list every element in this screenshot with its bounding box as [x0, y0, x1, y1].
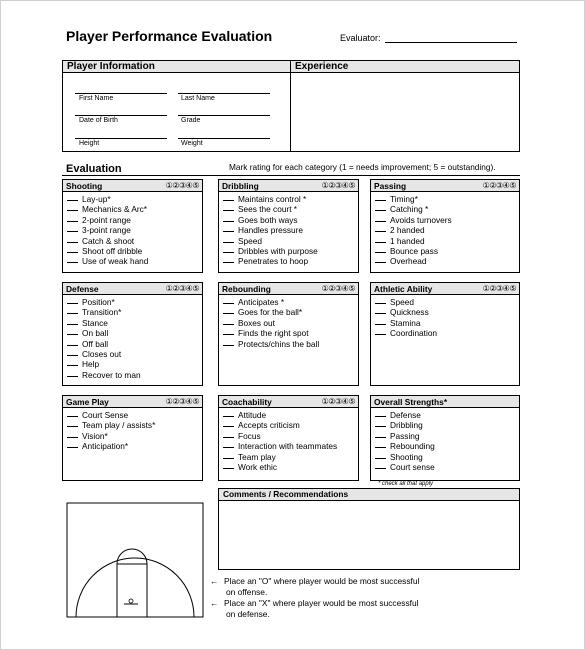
checkbox-blank[interactable]	[223, 242, 234, 243]
checkbox-blank[interactable]	[375, 313, 386, 314]
checkbox-blank[interactable]	[223, 221, 234, 222]
checkbox-blank[interactable]	[375, 252, 386, 253]
checklist-item[interactable]: Off ball	[67, 339, 202, 349]
court-boundary	[67, 503, 203, 617]
checklist-item[interactable]: Mechanics & Arc*	[67, 204, 202, 214]
checklist-item[interactable]: Vision*	[67, 431, 202, 441]
category-title: Defense	[66, 284, 99, 294]
checklist-item[interactable]: Dribbling	[375, 420, 519, 430]
checkbox-blank[interactable]	[67, 437, 78, 438]
last-name-label: Last Name	[181, 95, 215, 102]
category-rebounding	[218, 282, 359, 386]
checklist-item[interactable]: 3-point range	[67, 225, 202, 235]
checkbox-blank[interactable]	[67, 231, 78, 232]
rating-scale[interactable]: ①②③④⑤	[165, 284, 199, 293]
checkbox-blank[interactable]	[67, 303, 78, 304]
checkbox-blank[interactable]	[223, 231, 234, 232]
checkbox-blank[interactable]	[67, 200, 78, 201]
checklist-item[interactable]: Focus	[223, 431, 358, 441]
checkbox-blank[interactable]	[375, 303, 386, 304]
checklist-item[interactable]: Use of weak hand	[67, 256, 202, 266]
checkbox-blank[interactable]	[375, 458, 386, 459]
checkbox-blank[interactable]	[67, 426, 78, 427]
category-title: Coachability	[222, 397, 272, 407]
category-overall-strengths	[370, 395, 520, 481]
checkbox-blank[interactable]	[375, 262, 386, 263]
checkbox-blank[interactable]	[67, 252, 78, 253]
checkbox-blank[interactable]	[223, 334, 234, 335]
checkbox-blank[interactable]	[375, 231, 386, 232]
checklist-item[interactable]: Accepts criticism	[223, 420, 358, 430]
last-name-field[interactable]	[178, 93, 270, 94]
checkbox-blank[interactable]	[223, 200, 234, 201]
experience-title: Experience	[291, 61, 519, 73]
checkbox-blank[interactable]	[67, 242, 78, 243]
player-info-section	[62, 60, 292, 152]
evaluator-field[interactable]	[385, 42, 517, 43]
rating-scale[interactable]: ①②③④⑤	[482, 181, 516, 190]
checklist-item[interactable]: Stance	[67, 318, 202, 328]
rating-scale[interactable]: ①②③④⑤	[165, 397, 199, 406]
checklist-item[interactable]: Stamina	[375, 318, 519, 328]
checkbox-blank[interactable]	[223, 252, 234, 253]
offense-instruction: ← Place an "O" where player would be most successful on offense.	[210, 576, 420, 597]
rating-scale[interactable]: ①②③④⑤	[165, 181, 199, 190]
checklist-item[interactable]: Work ethic	[223, 462, 358, 472]
evaluator-label: Evaluator:	[340, 33, 381, 43]
experience-section[interactable]	[290, 60, 520, 152]
comments-section[interactable]	[218, 488, 520, 570]
category-coachability	[218, 395, 359, 481]
category-dribbling	[218, 179, 359, 273]
checkbox-blank[interactable]	[375, 210, 386, 211]
checklist-item[interactable]: Avoids turnovers	[375, 215, 519, 225]
evaluation-divider	[62, 175, 520, 176]
checklist-item[interactable]: Dribbles with purpose	[223, 246, 358, 256]
category-game-play	[62, 395, 203, 481]
checkbox-blank[interactable]	[375, 468, 386, 469]
checklist-item[interactable]: Goes for the ball*	[223, 307, 358, 317]
comments-title: Comments / Recommendations	[219, 489, 519, 501]
checkbox-blank[interactable]	[223, 313, 234, 314]
checklist-item[interactable]: Overhead	[375, 256, 519, 266]
checklist-item[interactable]: Sees the court *	[223, 204, 358, 214]
checkbox-blank[interactable]	[67, 221, 78, 222]
checklist-item[interactable]: Coordination	[375, 328, 519, 338]
checkbox-blank[interactable]	[375, 200, 386, 201]
checkbox-blank[interactable]	[67, 324, 78, 325]
checklist-item[interactable]: Handles pressure	[223, 225, 358, 235]
checkbox-blank[interactable]	[223, 447, 234, 448]
hoop	[129, 599, 133, 603]
category-passing	[370, 179, 520, 273]
category-title: Game Play	[66, 397, 109, 407]
checkbox-blank[interactable]	[375, 437, 386, 438]
rating-scale[interactable]: ①②③④⑤	[482, 284, 516, 293]
checkbox-blank[interactable]	[223, 345, 234, 346]
checklist-item[interactable]: Shooting	[375, 452, 519, 462]
category-title: Shooting	[66, 181, 103, 191]
category-defense	[62, 282, 203, 386]
checklist-item[interactable]: Timing*	[375, 194, 519, 204]
checklist-item[interactable]: Goes both ways	[223, 215, 358, 225]
three-point-arc	[76, 558, 194, 617]
checkbox-blank[interactable]	[223, 468, 234, 469]
checklist-item[interactable]: Finds the right spot	[223, 328, 358, 338]
checklist-item[interactable]: Penetrates to hoop	[223, 256, 358, 266]
checklist-item[interactable]: Passing	[375, 431, 519, 441]
free-throw-circle	[117, 549, 147, 564]
checklist-item[interactable]: Shoot off dribble	[67, 246, 202, 256]
category-shooting	[62, 179, 203, 273]
category-title: Rebounding	[222, 284, 271, 294]
page-title: Player Performance Evaluation	[66, 28, 273, 44]
category-title: Passing	[374, 181, 407, 191]
checkbox-blank[interactable]	[223, 426, 234, 427]
category-title: Overall Strengths*	[374, 397, 448, 407]
half-court-diagram[interactable]	[66, 502, 204, 618]
checklist-item[interactable]: Lay-up*	[67, 194, 202, 204]
checkbox-blank[interactable]	[375, 324, 386, 325]
player-info-title: Player Information	[63, 61, 291, 73]
height-label: Height	[79, 140, 100, 147]
checklist-item[interactable]: Team play	[223, 452, 358, 462]
checkbox-blank[interactable]	[223, 458, 234, 459]
checkbox-blank[interactable]	[223, 262, 234, 263]
checklist-item[interactable]: 2 handed	[375, 225, 519, 235]
checklist-item[interactable]: Defense	[375, 410, 519, 420]
grade-field[interactable]	[178, 115, 270, 116]
checklist-item[interactable]: Protects/chins the ball	[223, 339, 358, 349]
checklist-item[interactable]: Speed	[223, 236, 358, 246]
checklist-item[interactable]: Court Sense	[67, 410, 202, 420]
checkbox-blank[interactable]	[67, 416, 78, 417]
weight-field[interactable]	[178, 138, 270, 139]
checklist-item[interactable]: Catch & shoot	[67, 236, 202, 246]
category-title: Athletic Ability	[374, 284, 433, 294]
height-field[interactable]	[75, 138, 167, 139]
checkbox-blank[interactable]	[67, 313, 78, 314]
checklist-item[interactable]: Boxes out	[223, 318, 358, 328]
checklist-item[interactable]: Catching *	[375, 204, 519, 214]
checklist-item[interactable]: Recover to man	[67, 370, 202, 380]
category-title: Dribbling	[222, 181, 259, 191]
checkbox-blank[interactable]	[223, 303, 234, 304]
checkbox-blank[interactable]	[375, 447, 386, 448]
checkbox-blank[interactable]	[375, 221, 386, 222]
checklist-item[interactable]: 1 handed	[375, 236, 519, 246]
checkbox-blank[interactable]	[67, 365, 78, 366]
checkbox-blank[interactable]	[375, 334, 386, 335]
checklist-item[interactable]: On ball	[67, 328, 202, 338]
checklist-item[interactable]: Court sense	[375, 462, 519, 472]
weight-label: Weight	[181, 140, 203, 147]
left-arrow-icon: ←	[210, 598, 219, 608]
checkbox-blank[interactable]	[67, 447, 78, 448]
rating-scale[interactable]: ①②③④⑤	[321, 397, 355, 406]
checkbox-blank[interactable]	[67, 334, 78, 335]
checklist-item[interactable]: Maintains control *	[223, 194, 358, 204]
checkbox-blank[interactable]	[67, 376, 78, 377]
checklist-item[interactable]: Closes out	[67, 349, 202, 359]
checkbox-blank[interactable]	[67, 262, 78, 263]
rating-scale[interactable]: ①②③④⑤	[321, 284, 355, 293]
date-of-birth-label: Date of Birth	[79, 117, 118, 124]
defense-instruction: ← Place an "X" where player would be most successful on defense.	[210, 598, 419, 619]
checkbox-blank[interactable]	[375, 426, 386, 427]
checklist-item[interactable]: Quickness	[375, 307, 519, 317]
first-name-label: First Name	[79, 95, 114, 102]
checklist-item[interactable]: Bounce pass	[375, 246, 519, 256]
checklist-item[interactable]: Anticipation*	[67, 441, 202, 451]
checklist-item[interactable]: Rebounding	[375, 441, 519, 451]
date-of-birth-field[interactable]	[75, 115, 167, 116]
checklist-item[interactable]: Transition*	[67, 307, 202, 317]
checklist-item[interactable]: Speed	[375, 297, 519, 307]
checklist-item[interactable]: Help	[67, 359, 202, 369]
free-throw-lane	[117, 564, 147, 617]
left-arrow-icon: ←	[210, 576, 219, 586]
checklist-item[interactable]: Position*	[67, 297, 202, 307]
rating-scale[interactable]: ①②③④⑤	[321, 181, 355, 190]
checkbox-blank[interactable]	[223, 416, 234, 417]
category-athletic-ability	[370, 282, 520, 386]
first-name-field[interactable]	[75, 93, 167, 94]
checklist-item[interactable]: Attitude	[223, 410, 358, 420]
checklist-item[interactable]: Team play / assists*	[67, 420, 202, 430]
grade-label: Grade	[181, 117, 201, 124]
evaluation-instructions: Mark rating for each category (1 = needs improvement; 5 = outstanding).	[229, 162, 496, 172]
evaluation-title: Evaluation	[66, 163, 122, 175]
checkbox-blank[interactable]	[67, 345, 78, 346]
checklist-item[interactable]: Interaction with teammates	[223, 441, 358, 451]
checklist-item[interactable]: Anticipates *	[223, 297, 358, 307]
checkbox-blank[interactable]	[223, 324, 234, 325]
checkbox-blank[interactable]	[223, 437, 234, 438]
checkbox-blank[interactable]	[67, 355, 78, 356]
checkbox-blank[interactable]	[223, 210, 234, 211]
checkbox-blank[interactable]	[375, 416, 386, 417]
checklist-item[interactable]: 2-point range	[67, 215, 202, 225]
footnote: * check all that apply	[378, 481, 434, 487]
checkbox-blank[interactable]	[67, 210, 78, 211]
checkbox-blank[interactable]	[375, 242, 386, 243]
